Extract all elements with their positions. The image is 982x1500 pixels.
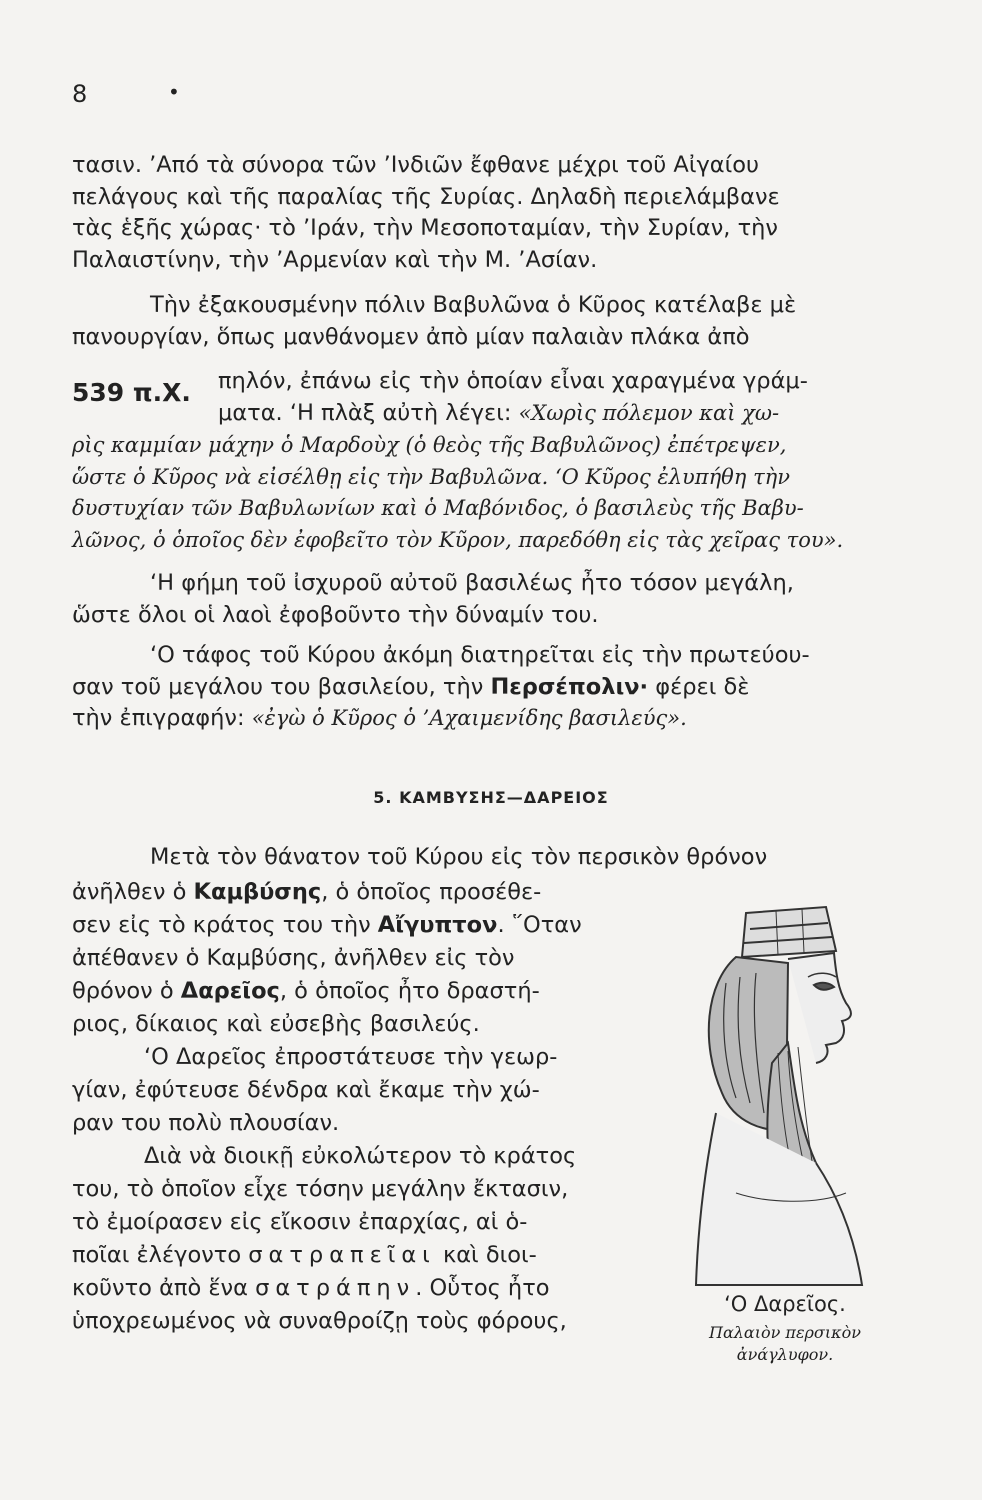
text-line: Διὰ νὰ διοικῇ εὐκολώτερον τὸ κράτος [144, 1143, 577, 1169]
paragraph-babylon [72, 290, 908, 353]
text-line: ‘Η φήμη τοῦ ἰσχυροῦ αὐτοῦ βασιλέως ἦτο τόσον μεγάλη, [150, 570, 794, 596]
page-number: 8 [72, 80, 88, 108]
text-line: τὴν ἐπιγραφήν: «ἐγὼ ὁ Κῦρος ὁ ’Αχαιμενίδης βασιλεύς». [72, 705, 687, 731]
text-line: ποῖαι ἐλέγοντο σατραπεῖαι καὶ διοι- [72, 1242, 537, 1268]
text-line: τὸ ἐμοίρασεν εἰς εἴκοσιν ἐπαρχίας, αἱ ὁ- [72, 1209, 528, 1235]
paragraph-tomb [72, 640, 908, 735]
text-line: σαν τοῦ μεγάλου του βασιλείου, τὴν Περσέπολιν· φέρει δὲ [72, 673, 750, 700]
paragraph-fame [72, 568, 908, 631]
text-line: ὑποχρεωμένος νὰ συναθροίζῃ τοὺς φόρους, [72, 1308, 567, 1334]
caption-line: Παλαιὸν περσικὸν [709, 1323, 861, 1342]
text-line: ‘Ο Δαρεῖος ἐπροστάτευσε τὴν γεωρ- [144, 1044, 558, 1070]
text-line: ραν του πολὺ πλουσίαν. [72, 1110, 340, 1136]
text-line: Παλαιστίνην, τὴν ’Αρμενίαν καὶ τὴν Μ. ’Ασίαν. [72, 246, 598, 273]
margin-date: 539 π.Χ. [72, 378, 191, 407]
text-line: ὥστε ὅλοι οἱ λαοὶ ἐφοβοῦντο τὴν δύναμίν του. [72, 601, 599, 628]
column-text [72, 876, 627, 1338]
figure-caption-title: ‘Ο Δαρεῖος. [724, 1292, 846, 1316]
quote-line: ὥστε ὁ Κῦρος νὰ εἰσέλθῃ εἰς τὴν Βαβυλῶνα. ‘Ο Κῦρος ἐλυπήθη τὴν [72, 464, 791, 489]
text-line: πανουργίαν, ὅπως μανθάνομεν ἀπὸ μίαν παλαιὰν πλάκα ἀπὸ [72, 323, 750, 350]
figure-caption-subtitle [660, 1322, 910, 1366]
caption-line: ἀνάγλυφον. [736, 1345, 834, 1364]
section-heading: 5. ΚΑΜΒΥΣΗΣ—ΔΑΡΕΙΟΣ [373, 788, 609, 807]
text-line: τὰς ἑξῆς χώρας· τὸ ’Ιράν, τὴν Μεσοποταμίαν, τὴν Συρίαν, τὴν [72, 215, 778, 241]
quote-line: λῶνος, ὁ ὁποῖος δὲν ἐφοβεῖτο τὸν Κῦρον, παρεδόθη εἰς τὰς χεῖρας του». [72, 527, 844, 552]
text-line: του, τὸ ὁποῖον εἶχε τόσην μεγάλην ἔκτασιν, [72, 1176, 569, 1202]
text-line: ἀπέθανεν ὁ Καμβύσης, ἀνῆλθεν εἰς τὸν [72, 945, 515, 971]
text-line: ριος, δίκαιος καὶ εὐσεβὴς βασιλεύς. [72, 1011, 480, 1037]
paragraph-empire-extent [72, 150, 908, 276]
text-line: γίαν, ἐφύτευσε δένδρα καὶ ἔκαμε τὴν χώ- [72, 1077, 540, 1103]
tablet-quote [72, 430, 908, 556]
quote-line: ρὶς καμμίαν μάχην ὁ Μαρδοὺχ (ὁ θεὸς τῆς Βαβυλῶνος) ἐπέτρεψεν, [72, 433, 787, 457]
quote-line: δυστυχίαν τῶν Βαβυλωνίων καὶ ὁ Μαβόνιδος, ὁ βασιλεὺς τῆς Βαβυ- [72, 496, 804, 520]
text-line: κοῦντο ἀπὸ ἕνα σατράπην. Οὗτος ἦτο [72, 1275, 550, 1301]
text-line: πελάγους καὶ τῆς παραλίας τῆς Συρίας. Δηλαδὴ περιελάμβανε [72, 183, 780, 210]
darius-relief-illustration [676, 893, 896, 1293]
text-line: θρόνον ὁ Δαρεῖος, ὁ ὁποῖος ἦτο δραστή- [72, 978, 540, 1004]
text-line: ματα. ‘Η πλὰξ αὐτὴ λέγει: «Χωρὶς πόλεμον καὶ χω- [218, 399, 780, 426]
text-line: Τὴν ἐξακουσμένην πόλιν Βαβυλῶνα ὁ Κῦρος κατέλαβε μὲ [150, 292, 797, 318]
text-line: Μετὰ τὸν θάνατον τοῦ Κύρου εἰς τὸν περσικὸν θρόνον [150, 844, 768, 870]
text-line: τασιν. ’Από τὰ σύνορα τῶν ’Ινδιῶν ἔφθανε μέχρι τοῦ Αἰγαίου [72, 152, 759, 178]
text-line: πηλόν, ἐπάνω εἰς τὴν ὁποίαν εἶναι χαραγμένα γράμ- [218, 368, 808, 394]
text-line: ἀνῆλθεν ὁ Καμβύσης, ὁ ὁποῖος προσέθε- [72, 879, 542, 905]
tablet-text [218, 366, 908, 429]
stray-mark: • [168, 80, 180, 104]
text-line: ‘Ο τάφος τοῦ Κύρου ἀκόμη διατηρεῖται εἰς τὴν πρωτεύου- [150, 642, 810, 668]
text-line: σεν εἰς τὸ κράτος του τὴν Αἴγυπτον. ῞Οταν [72, 912, 582, 938]
paragraph-cambyses-first-line [72, 842, 908, 874]
